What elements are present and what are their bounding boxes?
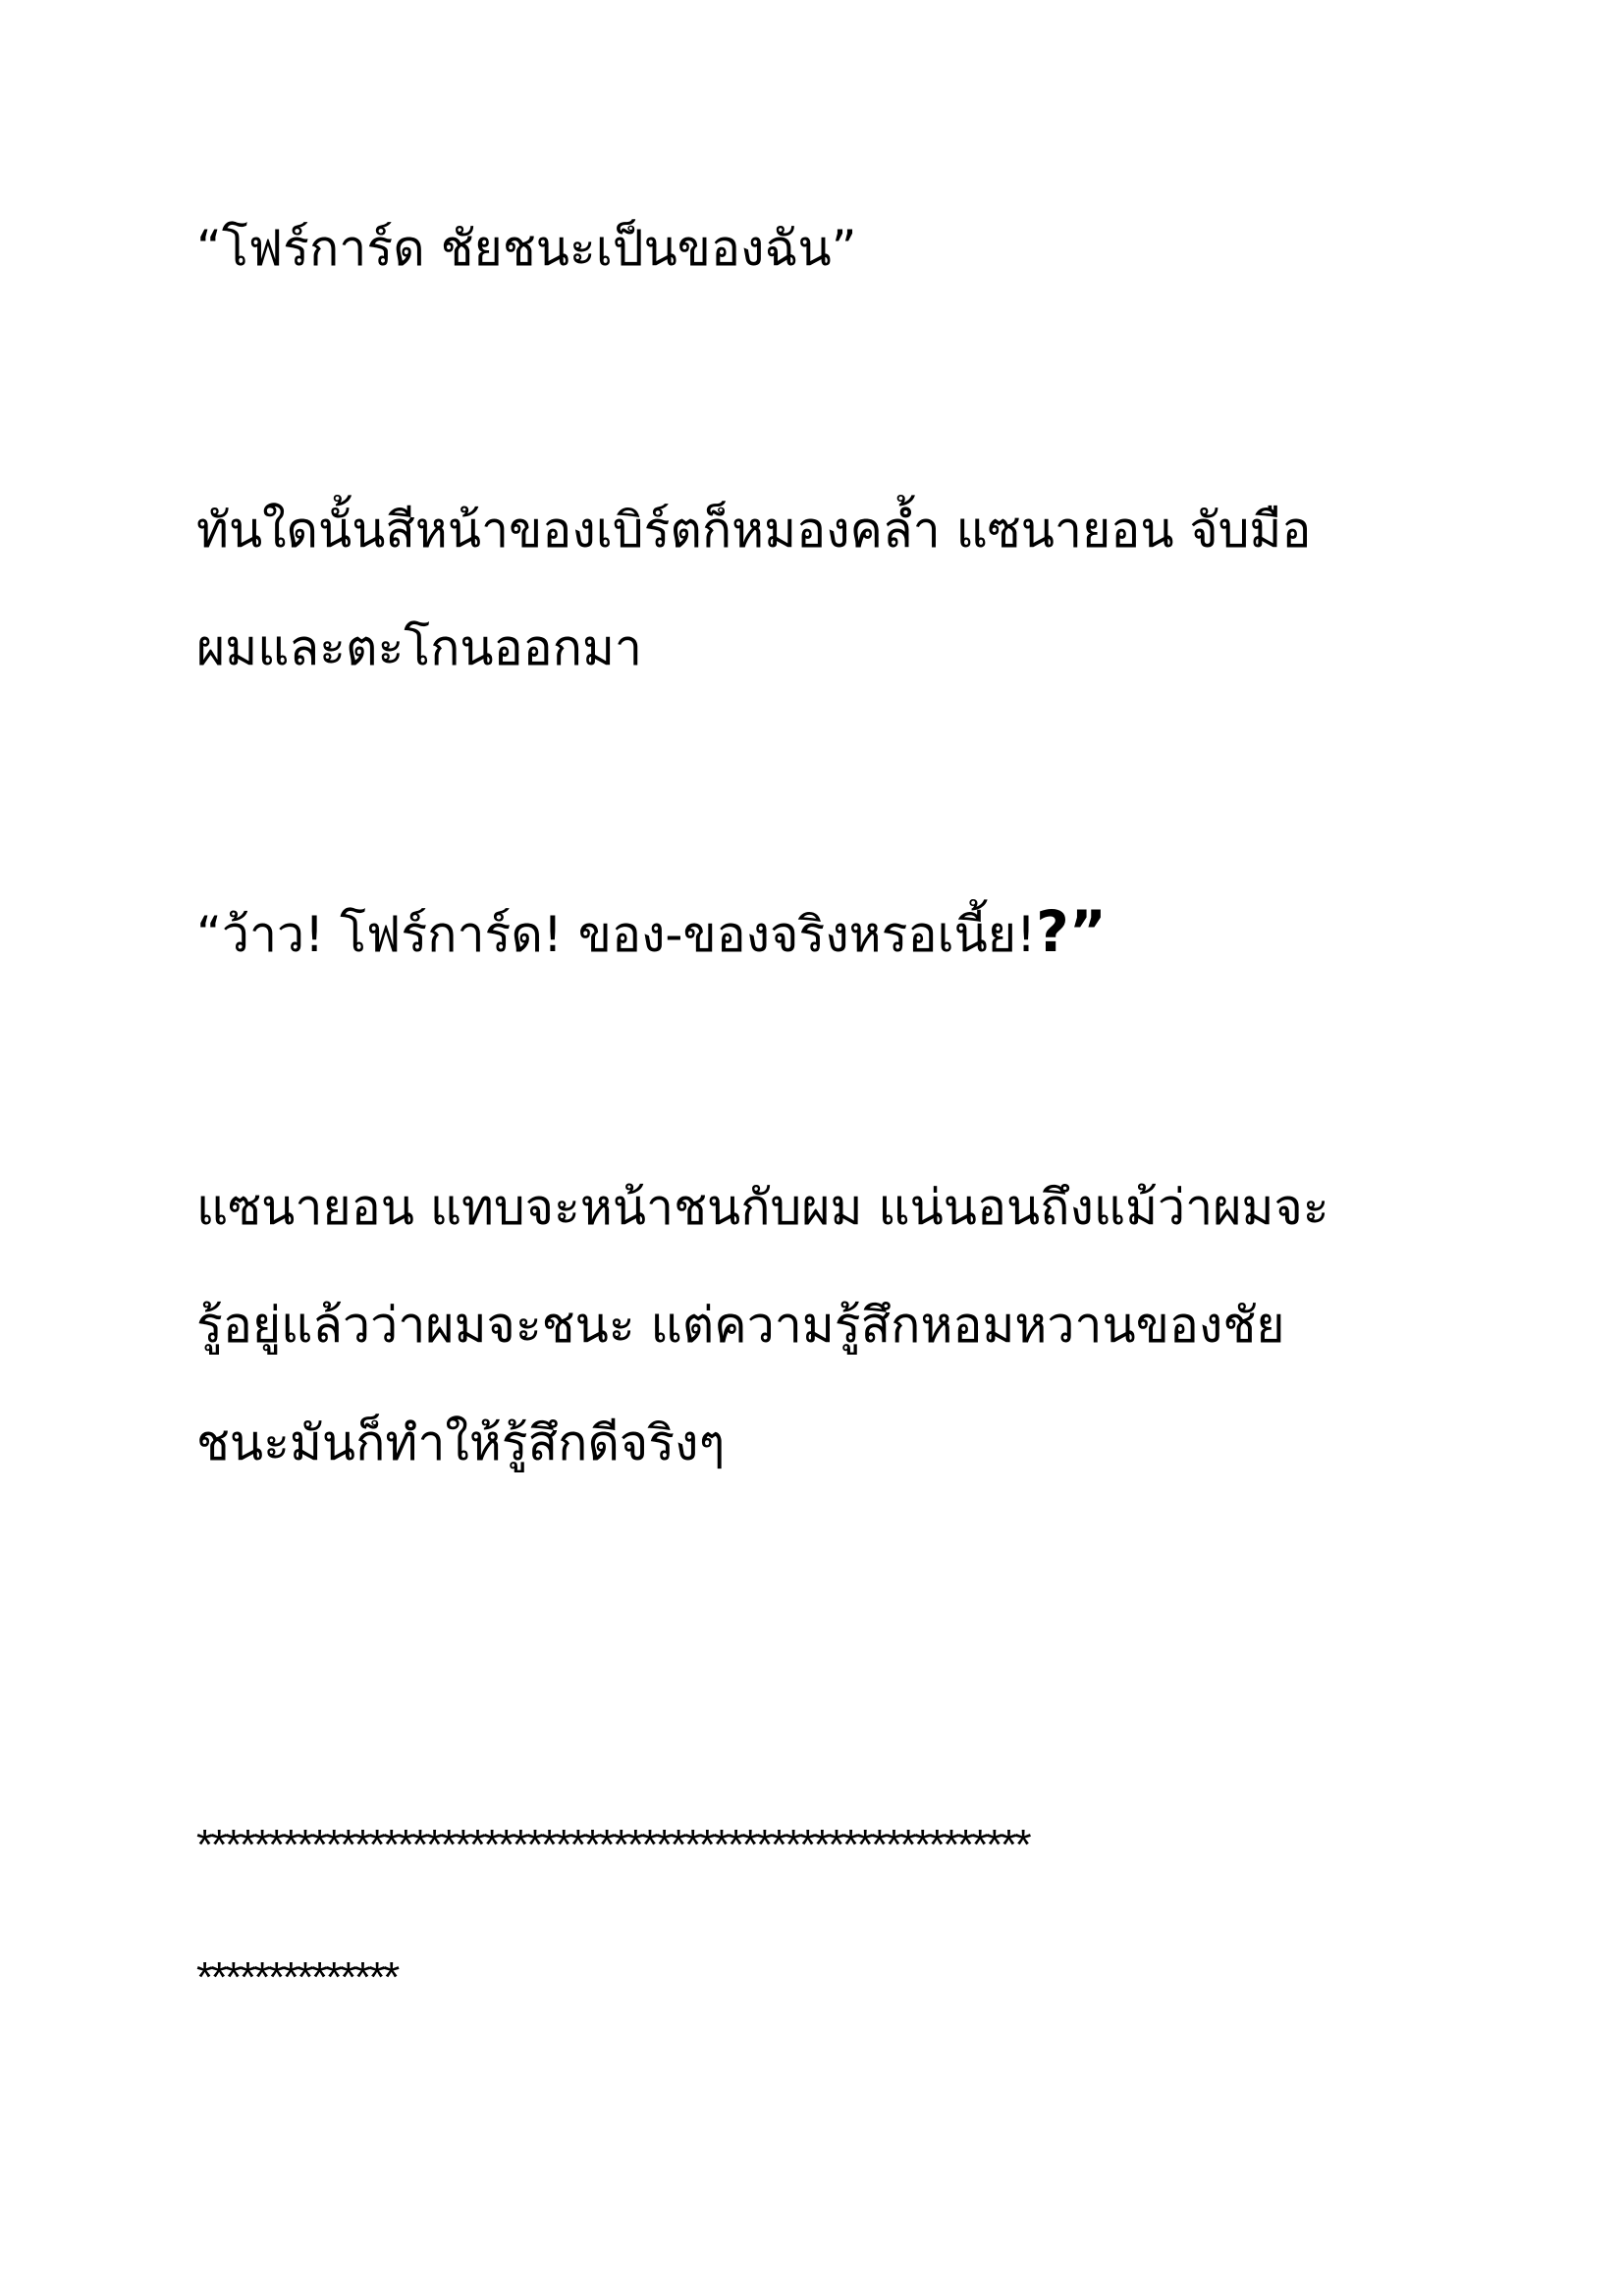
closing-quote: ” xyxy=(1068,898,1107,965)
paragraph-4-line-3: ชนะมันก็ทำให้รู้สึกดีจริงๆ xyxy=(196,1415,726,1471)
separator-line-1: ********************************************************** xyxy=(196,1821,1030,1869)
question-mark: ? xyxy=(1036,898,1069,965)
paragraph-4-line-2: รู้อยู่แล้วว่าผมจะชนะ แต่ความรู้สึกหอมหวานของชัย xyxy=(196,1297,1285,1354)
paragraph-2-line-2: ผมและตะโกนออกมา xyxy=(196,619,642,676)
separator-line-2: ************** xyxy=(196,1953,398,2002)
paragraph-2-line-1: ทันใดนั้นสีหน้าของเบิร์ตก็หมองคล้ำ แซนายอน จับมือ xyxy=(196,502,1312,559)
exclamation-text: “ว้าว! โฟร์การ์ด! ของ-ของจริงหรอเนี้ย! xyxy=(196,906,1037,963)
paragraph-1-line-1: “โฟร์การ์ด ชัยชนะเป็นของฉัน” xyxy=(196,220,857,277)
paragraph-4-line-1: แซนายอน แทบจะหน้าชนกับผม แน่นอนถึงแม้ว่าผมจะ xyxy=(196,1179,1329,1236)
paragraph-3-line-1 xyxy=(196,898,1107,965)
